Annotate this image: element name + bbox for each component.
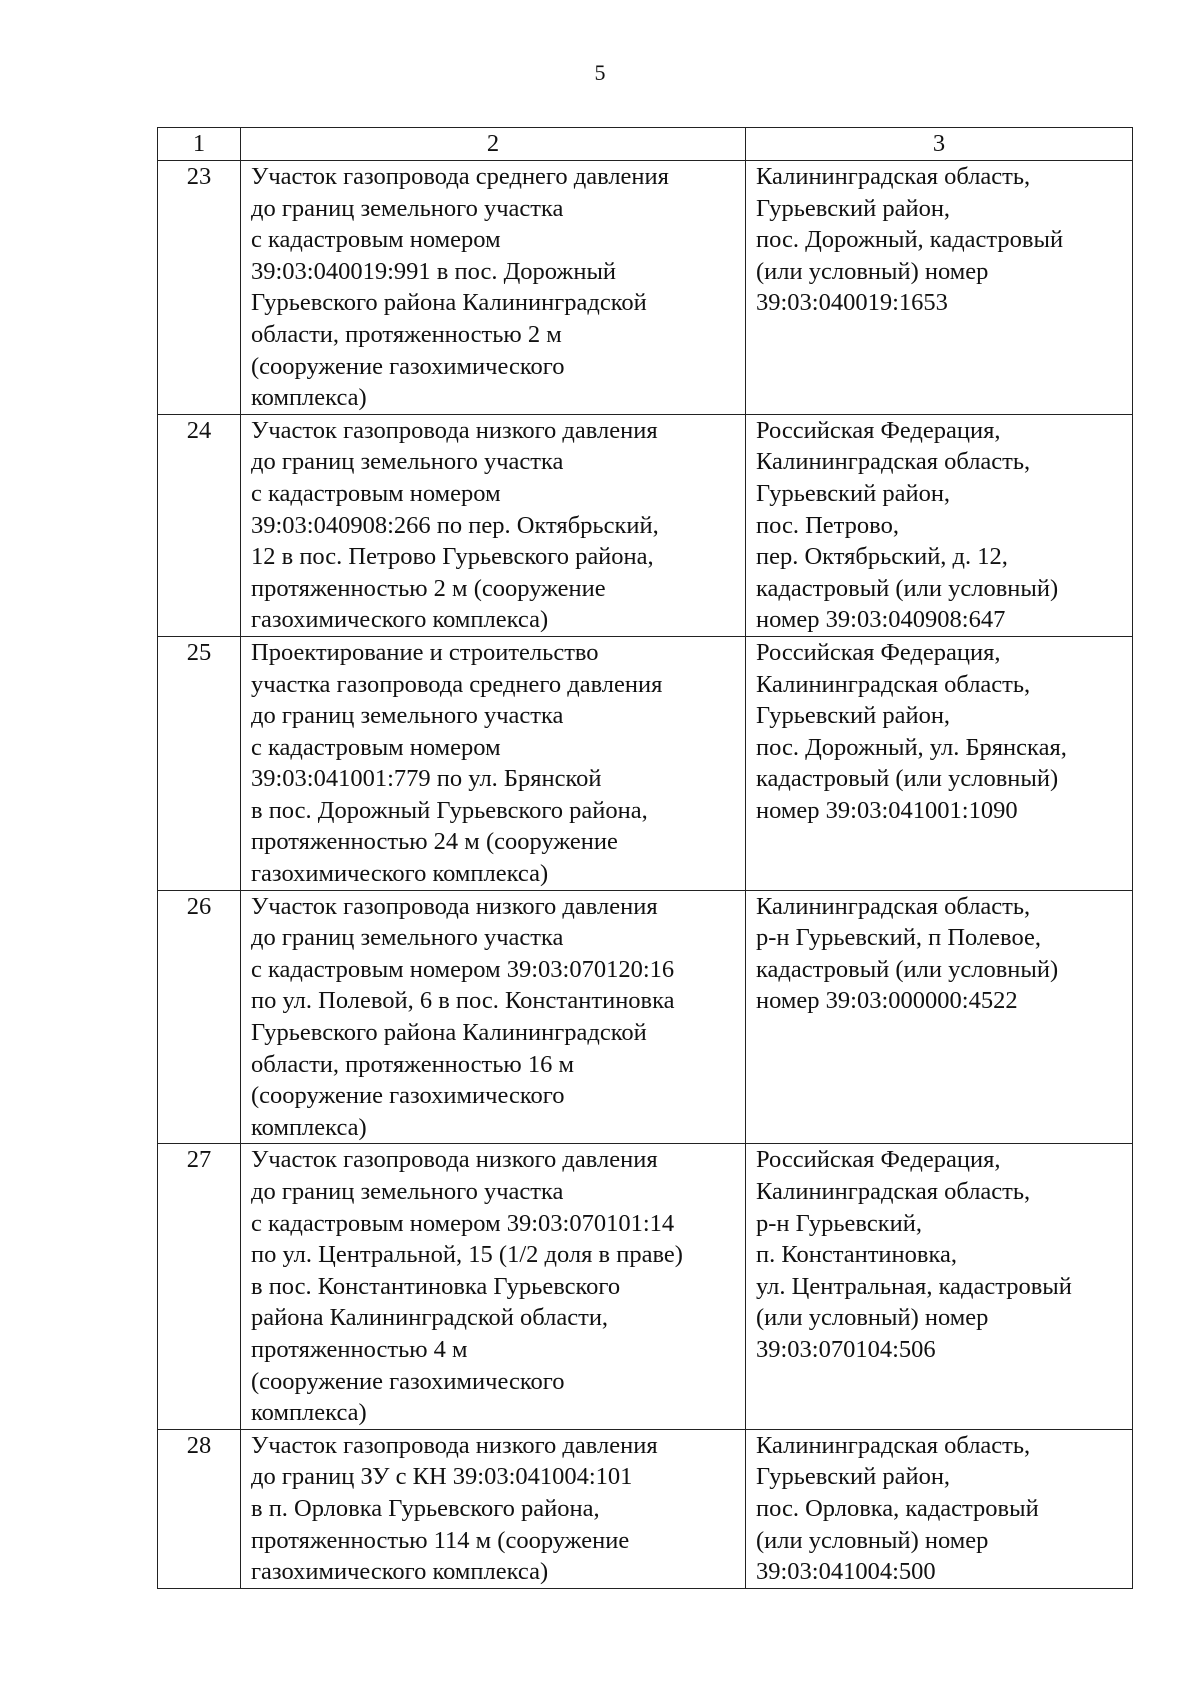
row-location: Российская Федерация, Калининградская область, р-н Гурьевский, п. Константиновка, ул. Центральная, кадастровый (или условный) номер 39:03:070104:506 (746, 1144, 1133, 1429)
table-row (158, 414, 1133, 636)
row-number: 25 (158, 636, 241, 890)
row-number: 24 (158, 414, 241, 636)
row-number: 23 (158, 161, 241, 415)
row-description: Участок газопровода низкого давления до границ ЗУ с КН 39:03:041004:101 в п. Орловка Гурьевского района, протяженностью 114 м (сооружение газохимического комплекса) (241, 1429, 746, 1588)
row-description: Проектирование и строительство участка газопровода среднего давления до границ земельного участка с кадастровым номером 39:03:041001:779 по ул. Брянской в пос. Дорожный Гурьевского района, протяженностью 24 м (сооружение газохимического комплекса) (241, 636, 746, 890)
table-row (158, 1429, 1133, 1588)
row-description: Участок газопровода низкого давления до границ земельного участка с кадастровым номером 39:03:070120:16 по ул. Полевой, 6 в пос. Константиновка Гурьевского района Калининградской области, протяженностью 16 м (сооружение газохимического комплекса) (241, 890, 746, 1144)
header-col-2: 2 (241, 128, 746, 161)
table-row (158, 161, 1133, 415)
row-number: 28 (158, 1429, 241, 1588)
header-col-3: 3 (746, 128, 1133, 161)
row-number: 26 (158, 890, 241, 1144)
row-location: Калининградская область, р-н Гурьевский, п Полевое, кадастровый (или условный) номер 39:03:000000:4522 (746, 890, 1133, 1144)
page-number: 5 (594, 60, 606, 85)
header-col-1: 1 (158, 128, 241, 161)
row-location: Российская Федерация, Калининградская область, Гурьевский район, пос. Петрово, пер. Октябрьский, д. 12, кадастровый (или условный) номер 39:03:040908:647 (746, 414, 1133, 636)
table-row (158, 890, 1133, 1144)
row-location: Калининградская область, Гурьевский район, пос. Дорожный, кадастровый (или условный) номер 39:03:040019:1653 (746, 161, 1133, 415)
row-location: Российская Федерация, Калининградская область, Гурьевский район, пос. Дорожный, ул. Брянская, кадастровый (или условный) номер 39:03:041001:1090 (746, 636, 1133, 890)
row-location: Калининградская область, Гурьевский район, пос. Орловка, кадастровый (или условный) номер 39:03:041004:500 (746, 1429, 1133, 1588)
row-description: Участок газопровода низкого давления до границ земельного участка с кадастровым номером 39:03:040908:266 по пер. Октябрьский, 12 в пос. Петрово Гурьевского района, протяженностью 2 м (сооружение газохимического комплекса) (241, 414, 746, 636)
row-description: Участок газопровода низкого давления до границ земельного участка с кадастровым номером 39:03:070101:14 по ул. Центральной, 15 (1/2 доля в праве) в пос. Константиновка Гурьевского района Калининградской области, протяженностью 4 м (сооружение газохимического комплекса) (241, 1144, 746, 1429)
row-description: Участок газопровода среднего давления до границ земельного участка с кадастровым номером 39:03:040019:991 в пос. Дорожный Гурьевского района Калининградской области, протяженностью 2 м (сооружение газохимического комплекса) (241, 161, 746, 415)
document-table (157, 127, 1133, 1589)
row-number: 27 (158, 1144, 241, 1429)
table-header-row (158, 128, 1133, 161)
table-row (158, 636, 1133, 890)
table-row (158, 1144, 1133, 1429)
